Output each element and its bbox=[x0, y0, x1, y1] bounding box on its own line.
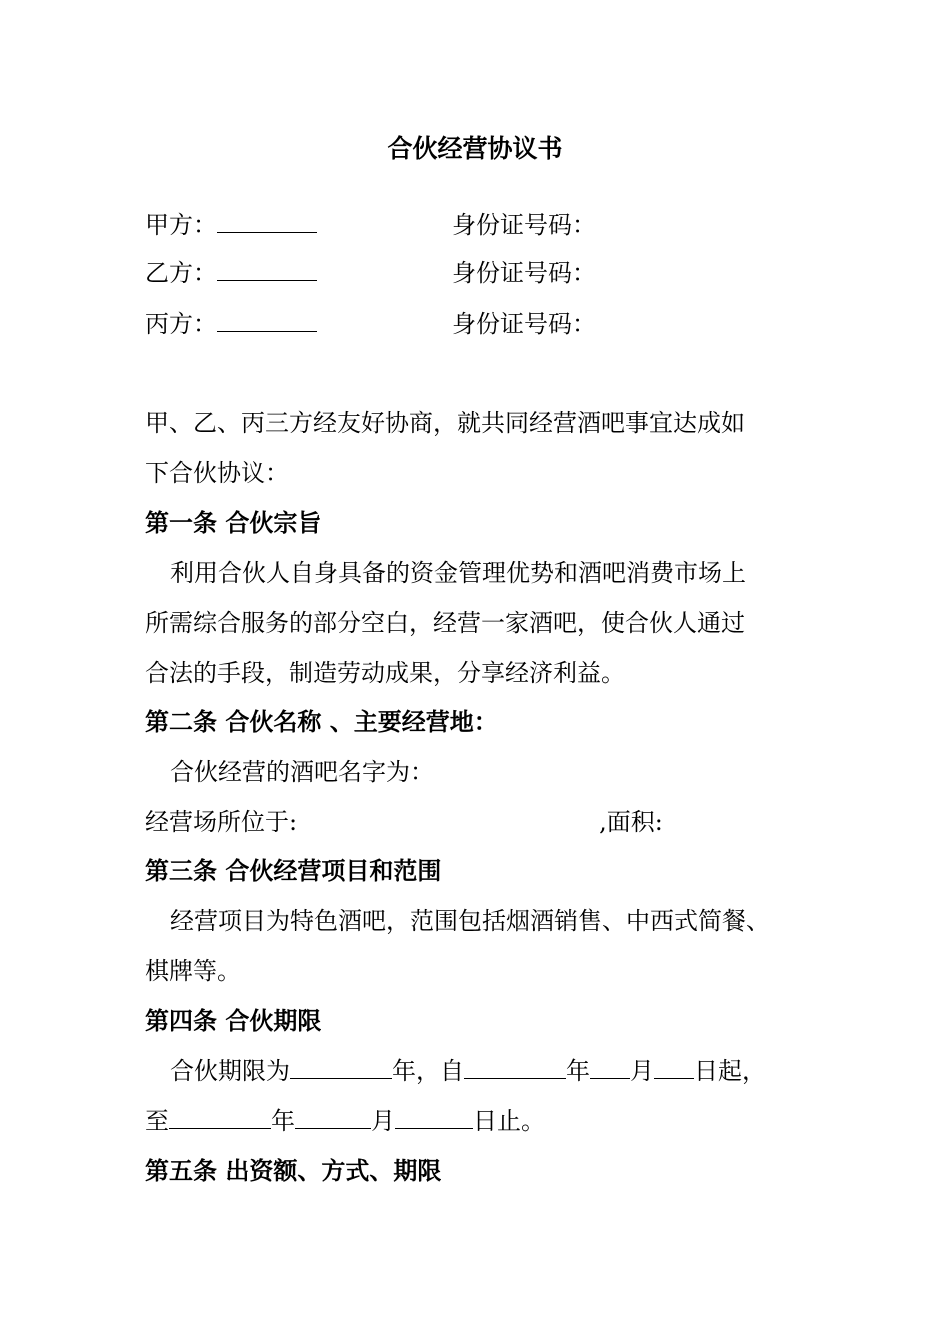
term-prefix: 合伙期限为 bbox=[170, 1057, 290, 1085]
start-day-blank bbox=[654, 1056, 694, 1079]
article-2-name-line: 合伙经营的酒吧名字为： bbox=[170, 758, 434, 786]
end-year-blank bbox=[169, 1106, 271, 1129]
area-label: ,面积: bbox=[599, 808, 663, 836]
party-a-id-label: 身份证号码： bbox=[452, 211, 596, 239]
start-year-blank bbox=[464, 1056, 566, 1079]
article-5-heading: 第五条 出资额、方式、期限 bbox=[145, 1156, 442, 1185]
end-month-blank bbox=[295, 1106, 371, 1129]
end-year-unit: 年 bbox=[271, 1107, 295, 1135]
article-1-line-1: 利用合伙人自身具备的资金管理优势和酒吧消费市场上 bbox=[170, 559, 746, 587]
article-3-line-1: 经营项目为特色酒吧，范围包括烟酒销售、中西式简餐、 bbox=[170, 907, 770, 935]
article-4-heading: 第四条 合伙期限 bbox=[145, 1006, 322, 1035]
intro-line-1: 甲、乙、丙三方经友好协商，就共同经营酒吧事宜达成如 bbox=[145, 409, 745, 437]
start-month-unit: 月 bbox=[630, 1057, 654, 1085]
start-month-blank bbox=[590, 1056, 630, 1079]
party-b-name-blank bbox=[217, 258, 317, 281]
article-1-line-3: 合法的手段，制造劳动成果，分享经济利益。 bbox=[145, 659, 625, 687]
party-c-label: 丙方： bbox=[145, 310, 217, 338]
article-2-location-line bbox=[145, 805, 663, 839]
end-month-unit: 月 bbox=[371, 1107, 395, 1135]
end-day-blank bbox=[395, 1106, 473, 1129]
term-year-unit: 年 bbox=[392, 1057, 416, 1085]
article-4-end-line bbox=[145, 1104, 545, 1138]
term-years-blank bbox=[290, 1056, 392, 1079]
start-year-unit: 年 bbox=[566, 1057, 590, 1085]
party-c-name-blank bbox=[217, 309, 317, 332]
party-b-label: 乙方： bbox=[145, 259, 217, 287]
until-label: 至 bbox=[145, 1107, 169, 1135]
party-a-label: 甲方： bbox=[145, 211, 217, 239]
location-label: 经营场所位于: bbox=[145, 808, 298, 836]
article-3-heading: 第三条 合伙经营项目和范围 bbox=[145, 856, 442, 885]
article-3-line-2: 棋牌等。 bbox=[145, 957, 241, 985]
party-c-id-label: 身份证号码： bbox=[452, 310, 596, 338]
intro-line-2: 下合伙协议： bbox=[145, 459, 289, 487]
article-4-term-line bbox=[170, 1054, 766, 1088]
party-b-line bbox=[145, 256, 317, 290]
term-from: ，自 bbox=[416, 1057, 464, 1085]
party-b-id-label: 身份证号码： bbox=[452, 259, 596, 287]
article-2-heading: 第二条 合伙名称 、主要经营地： bbox=[145, 707, 498, 736]
document-title: 合伙经营协议书 bbox=[387, 134, 563, 163]
party-a-name-blank bbox=[217, 210, 317, 233]
party-c-line bbox=[145, 307, 317, 341]
article-1-line-2: 所需综合服务的部分空白，经营一家酒吧，使合伙人通过 bbox=[145, 609, 745, 637]
article-1-heading: 第一条 合伙宗旨 bbox=[145, 508, 322, 537]
party-a-line bbox=[145, 208, 317, 242]
start-suffix: 日起， bbox=[694, 1057, 766, 1085]
end-suffix: 日止。 bbox=[473, 1107, 545, 1135]
